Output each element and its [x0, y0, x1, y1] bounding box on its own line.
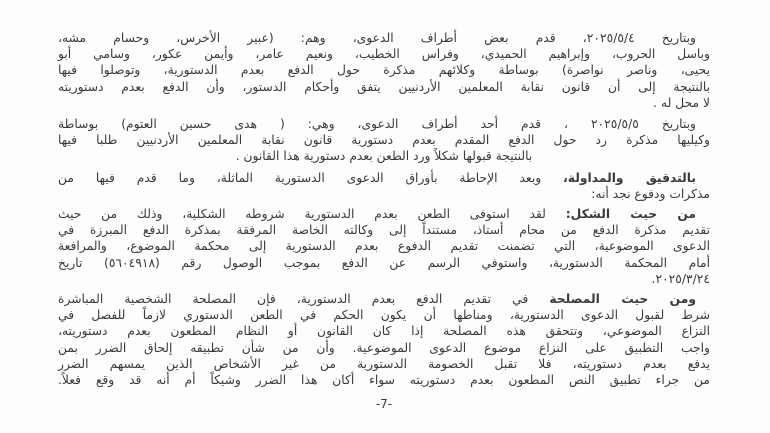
paragraph-4-line-4: أمام المحكمة الدستورية، واستوفي الرسم عن الدفع بموجب الوصول رقم (٥٦٠٤٩١٨) تاريخ: [58, 255, 710, 270]
paragraph-5-line-6: من جراء تطبيق النص المطعون بعدم دستوريته سواء أكان هذا الضرر وشيكاً أم أنه قد وقع فعلاً.: [58, 373, 710, 388]
paragraph-5-line-1-rest: في تقديم الدفع بعدم الدستورية، فإن المصلحة الشخصية المباشرة: [58, 292, 550, 307]
paragraph-1-line-1: وبتاريخ ٢٠٢٥/٥/٤، قدم بعض أطراف الدعوى، وهم: (عبير الأخرس، وحسام مشه،: [58, 31, 696, 45]
paragraph-5-line-3: النزاع الموضوعي، وتتحقق هذه المصلحة إذا كان القانون أو النظام المطعون بعدم دستوريته،: [58, 324, 710, 339]
paragraph-5-line-2: شرط لقبول الدعوى الدستورية، ومناطها أن يكون الحكم في الطعن الدستوري لازماً للفصل في: [58, 308, 710, 323]
paragraph-5-lead-phrase: ومن حيث المصلحة: [549, 292, 696, 307]
paragraph-5-line-5: يدفع بعدم دستوريته، فلا تقبل الخصومة الدستورية من غير الأشخاص الذين يمسهم الضرر: [58, 356, 710, 371]
paragraph-2-line-3: بالنتيجة قبولها شكلاً ورد الطعن بعدم دستورية هذا القانون .: [235, 149, 533, 164]
paragraph-2: [58, 116, 710, 165]
paragraph-4-line-1: [58, 206, 710, 222]
paragraph-4-line-2: تقديم مذكرة الدفع من محام أستاذ، مستنداً إلى وكالته الخاصة المرفقة بمذكرة الدفع المبرزة في: [58, 223, 710, 238]
paragraph-3-line-1: [58, 170, 710, 186]
paragraph-3-lead-phrase: بالتدقيق والمداولة،: [563, 170, 696, 185]
paragraph-5-line-4: واجب التطبيق على النزاع موضوع الدعوى الموضوعية. وأن من شأن تطبيقه إلحاق الضرر بمن: [58, 340, 710, 355]
paragraph-4-line-3: الدعوى الموضوعية، التي تضمنت تقديم الدفوع بعدم الدستورية إلى محكمة الموضوع، والمرافعة: [58, 239, 710, 254]
paragraph-1-line-3: يحيى، وناصر نواصرة) بوساطة وكلائهم مذكرة حول الدفع بعدم الدستورية، وتوصلوا فيها: [58, 63, 710, 78]
page-number: -7-: [375, 397, 393, 412]
paragraph-1: [58, 30, 710, 111]
paragraph-4-line-5: ٢٠٢٥/٣/٢٤.: [651, 271, 710, 286]
paragraph-3: [58, 170, 710, 202]
paragraph-3-line-2: مذكرات ودفوع نجد أنه:: [591, 186, 710, 201]
paragraph-1-line-5: لا محل له .: [653, 95, 710, 110]
paragraph-5: [58, 291, 710, 388]
paragraph-1-line-4: بالنتيجة إلى أن قانون نقابة المعلمين الأردنيين يتفق وأحكام الدستور، وأن الدفع بعدم دستوريته: [58, 79, 710, 94]
paragraph-3-line-1-rest: وبعد الإحاطة بأوراق الدعوى الدستورية الماثلة، وما قدم فيها من: [58, 170, 564, 185]
paragraph-2-line-2: وكيليها مذكرة رد حول الدفع المقدم بعدم دستورية قانون نقابة المعلمين الأردنيين طلبا فيها: [58, 133, 710, 148]
paragraph-4-line-1-rest: لقد استوفى الطعن بعدم الدستورية شروطه الشكلية، وذلك من حيث: [58, 207, 566, 222]
paragraph-5-line-1: [58, 291, 710, 307]
paragraph-4: [58, 206, 710, 287]
paragraph-1-line-2: وباسل الحروب، وإبراهيم الحميدي، وفراس الخطيب، ونعيم عامر، وأيمن عكور، وسامي أبو: [58, 47, 710, 62]
paragraph-4-lead-phrase: من حيث الشكل:: [565, 207, 697, 222]
paragraph-2-line-1: وبتاريخ ٢٠٢٥/٥/٥ ، قدم أحد أطراف الدعوى، وهي: ( هدى حسين العتوم) بوساطة: [58, 117, 696, 132]
